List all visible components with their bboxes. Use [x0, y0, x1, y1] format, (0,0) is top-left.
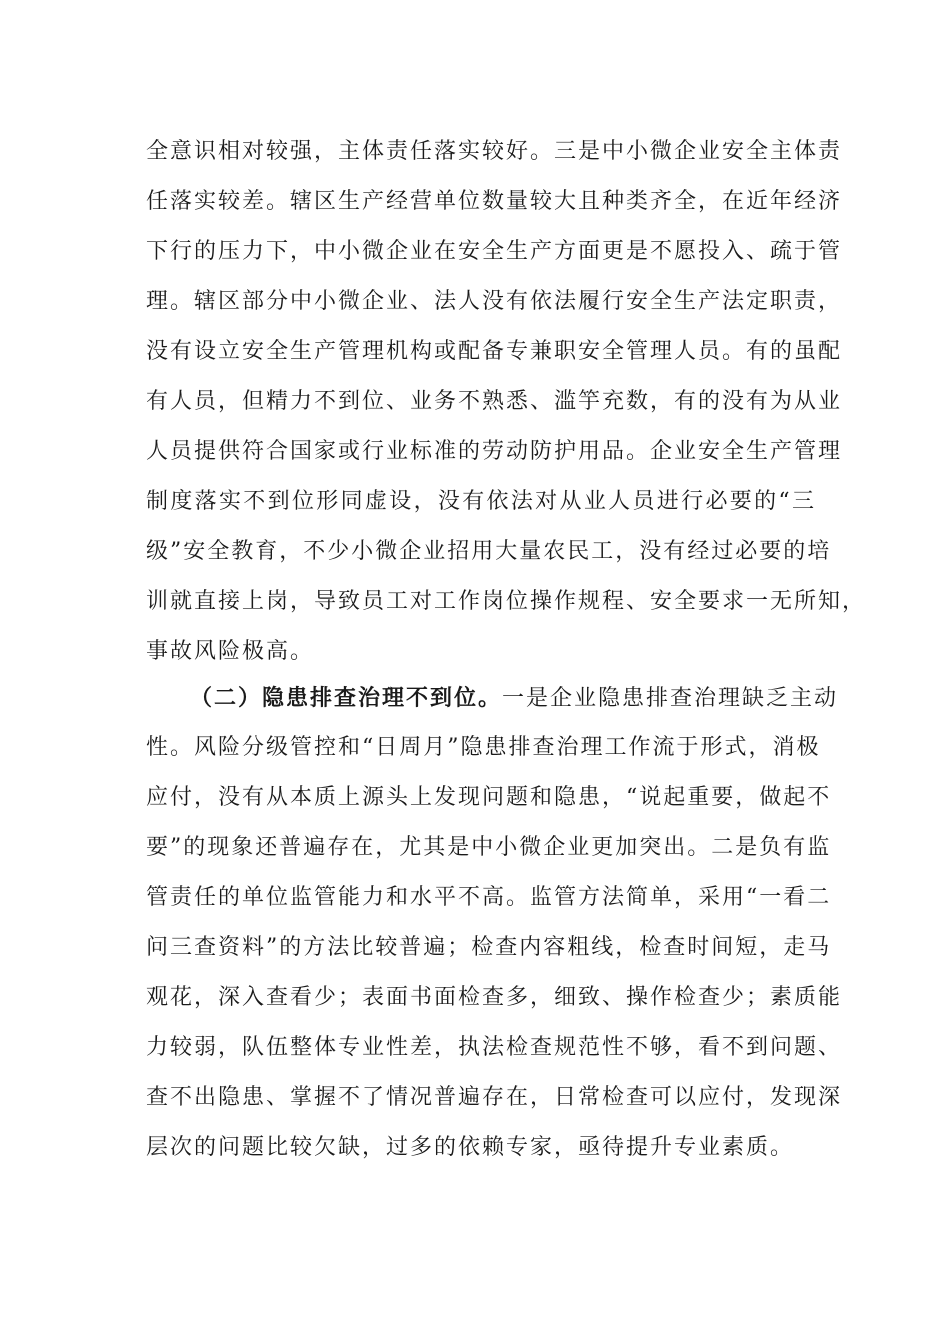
text-line: 理。辖区部分中小微企业、法人没有依法履行安全生产法定职责， — [146, 289, 843, 314]
paragraph-first-line — [146, 673, 839, 723]
text-line: 任落实较差。辖区生产经营单位数量较大且种类齐全，在近年经济 — [146, 189, 843, 214]
text-line: 人员提供符合国家或行业标准的劳动防护用品。企业安全生产管理 — [146, 439, 843, 464]
paragraph-1 — [146, 127, 867, 677]
text-line: 性。风险分级管控和“日周月”隐患排查治理工作流于形式，消极 — [146, 735, 821, 760]
text-line: 查不出隐患、掌握不了情况普遍存在，日常检查可以应付，发现深 — [146, 1085, 843, 1110]
text-line: 制度落实不到位形同虚设，没有依法对从业人员进行必要的“三 — [146, 489, 816, 514]
text-line: 有人员，但精力不到位、业务不熟悉、滥竽充数，有的没有为从业 — [146, 389, 843, 414]
text-line: 力较弱，队伍整体专业性差，执法检查规范性不够，看不到问题、 — [146, 1035, 843, 1060]
text-line: 观花，深入查看少；表面书面检查多，细致、操作检查少；素质能 — [146, 985, 843, 1010]
text-line: 要”的现象还普遍存在，尤其是中小微企业更加突出。二是负有监 — [146, 835, 832, 860]
text-line: 应付，没有从本质上源头上发现问题和隐患，“说起重要，做起不 — [146, 785, 832, 810]
text-line: 管责任的单位监管能力和水平不高。监管方法简单，采用“一看二 — [146, 885, 832, 910]
text-span: 一是企业隐患排查治理缺乏主动 — [502, 686, 839, 711]
text-line: 训就直接上岗，导致员工对工作岗位操作规程、安全要求一无所知， — [146, 589, 867, 614]
text-line: 事故风险极高。 — [146, 639, 315, 664]
section-heading: （二）隐患排查治理不到位。 — [190, 685, 503, 711]
text-line: 没有设立安全生产管理机构或配备专兼职安全管理人员。有的虽配 — [146, 339, 843, 364]
text-line: 问三查资料”的方法比较普遍；检查内容粗线，检查时间短，走马 — [146, 935, 832, 960]
text-line: 级”安全教育，不少小微企业招用大量农民工，没有经过必要的培 — [146, 539, 832, 564]
text-line: 下行的压力下，中小微企业在安全生产方面更是不愿投入、疏于管 — [146, 239, 843, 264]
paragraph-2 — [146, 673, 843, 1173]
text-line: 全意识相对较强，主体责任落实较好。三是中小微企业安全主体责 — [146, 139, 843, 164]
text-line: 层次的问题比较欠缺，过多的依赖专家，亟待提升专业素质。 — [146, 1135, 795, 1160]
